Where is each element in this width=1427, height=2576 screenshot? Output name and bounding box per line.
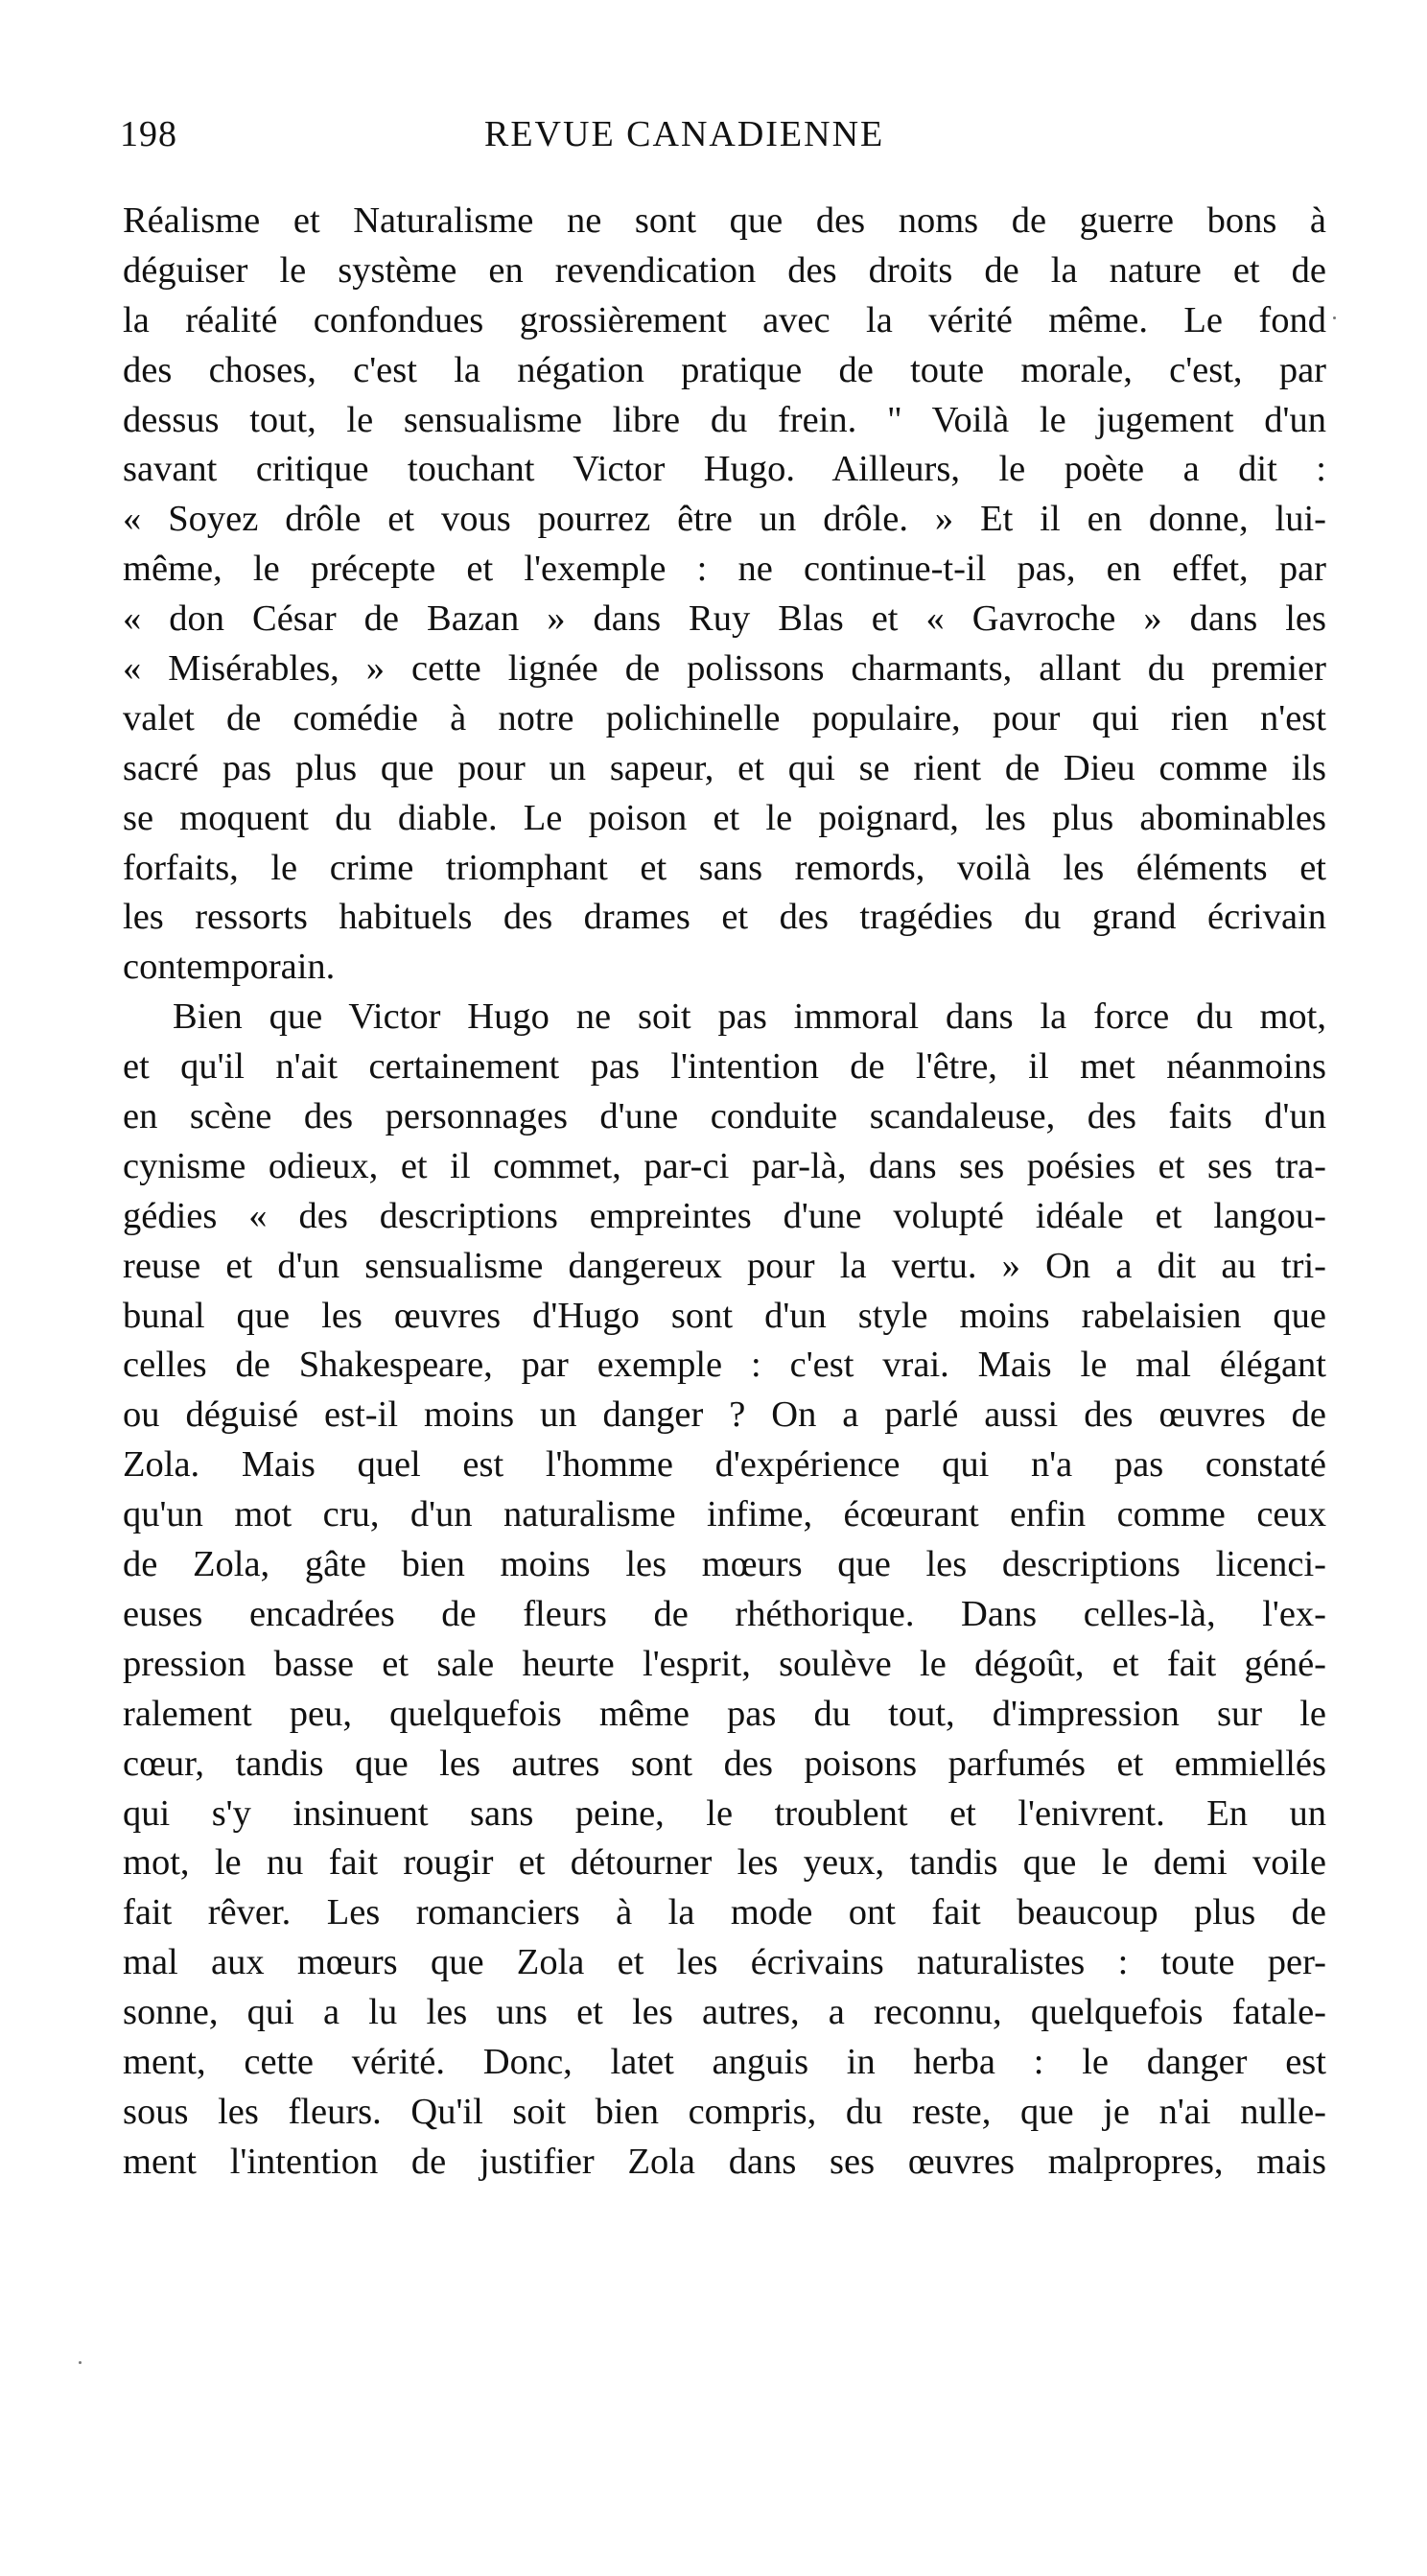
text-line: qui s'y insinuent sans peine, le troublent et l'enivrent. En un [123,1792,1326,1834]
text-line: et qu'il n'ait certainement pas l'intention de l'être, il met néanmoins [123,1046,1326,1088]
paragraph-1 [123,197,1326,993]
text-line: même, le précepte et l'exemple : ne continue-t-il pas, en effet, par [123,549,1326,590]
text-line: sacré pas plus que pour un sapeur, et qui se rient de Dieu comme ils [123,747,1326,788]
text-line: savant critique touchant Victor Hugo. Ailleurs, le poète a dit : [123,449,1326,490]
text-line: bunal que les œuvres d'Hugo sont d'un style moins rabelaisien que [123,1295,1326,1336]
text-line: la réalité confondues grossièrement avec la vérité même. Le fond [123,299,1326,340]
text-line: « Misérables, » cette lignée de polissons charmants, allant du premier [123,648,1326,690]
text-line: sonne, qui a lu les uns et les autres, a reconnu, quelquefois fatale- [123,1992,1326,2033]
text-line: celles de Shakespeare, par exemple : c'est vrai. Mais le mal élégant [123,1345,1326,1386]
text-line: mot, le nu fait rougir et détourner les yeux, tandis que le demi voile [123,1842,1326,1884]
text-line: gédies « des descriptions empreintes d'une volupté idéale et langou- [123,1195,1326,1236]
text-line: se moquent du diable. Le poison et le poignard, les plus abominables [123,797,1326,838]
text-line: dessus tout, le sensualisme libre du frein. " Voilà le jugement d'un [123,399,1326,440]
text-line: sous les fleurs. Qu'il soit bien compris, du reste, que je n'ai nulle- [123,2091,1326,2132]
text-line: valet de comédie à notre polichinelle populaire, pour qui rien n'est [123,697,1326,738]
text-line: des choses, c'est la négation pratique de toute morale, c'est, par [123,349,1326,390]
text-line: « Soyez drôle et vous pourrez être un drôle. » Et il en donne, lui- [123,499,1326,540]
body-text [123,197,1326,2188]
page-header [120,113,1328,171]
text-line: forfaits, le crime triomphant et sans remords, voilà les éléments et [123,847,1326,888]
text-line: pression basse et sale heurte l'esprit, soulève le dégoût, et fait géné- [123,1643,1326,1684]
scan-speck [1333,316,1336,319]
text-line: ou déguisé est-il moins un danger ? On a parlé aussi des œuvres de [123,1394,1326,1436]
text-line: en scène des personnages d'une conduite scandaleuse, des faits d'un [123,1096,1326,1137]
text-line: reuse et d'un sensualisme dangereux pour la vertu. » On a dit au tri- [123,1245,1326,1286]
text-line: contemporain. [123,947,336,988]
text-line: ment, cette vérité. Donc, latet anguis in herba : le danger est [123,2041,1326,2082]
text-line: cynisme odieux, et il commet, par-ci par-là, dans ses poésies et ses tra- [123,1145,1326,1186]
scan-speck [79,2361,82,2364]
text-line: les ressorts habituels des drames et des tragédies du grand écrivain [123,897,1326,938]
text-line: cœur, tandis que les autres sont des poisons parfumés et emmiellés [123,1743,1326,1784]
text-line: euses encadrées de fleurs de rhéthorique. Dans celles-là, l'ex- [123,1593,1326,1634]
paragraph-2 [123,993,1326,2187]
text-line: qu'un mot cru, d'un naturalisme infime, écœurant enfin comme ceux [123,1494,1326,1535]
text-line: de Zola, gâte bien moins les mœurs que les descriptions licenci- [123,1544,1326,1585]
text-line: ralement peu, quelquefois même pas du tout, d'impression sur le [123,1693,1326,1734]
text-line: fait rêver. Les romanciers à la mode ont fait beaucoup plus de [123,1892,1326,1933]
text-line: ment l'intention de justifier Zola dans ses œuvres malpropres, mais [123,2141,1326,2182]
text-line: mal aux mœurs que Zola et les écrivains naturalistes : toute per- [123,1942,1326,1983]
running-title: REVUE CANADIENNE [484,114,885,154]
page-number: 198 [120,114,177,154]
text-line: Zola. Mais quel est l'homme d'expérience qui n'a pas constaté [123,1444,1326,1486]
text-line: déguiser le système en revendication des droits de la nature et de [123,249,1326,291]
text-line: Bien que Victor Hugo ne soit pas immoral dans la force du mot, [173,996,1326,1038]
text-line: « don César de Bazan » dans Ruy Blas et « Gavroche » dans les [123,598,1326,640]
text-line: Réalisme et Naturalisme ne sont que des noms de guerre bons à [123,200,1326,241]
